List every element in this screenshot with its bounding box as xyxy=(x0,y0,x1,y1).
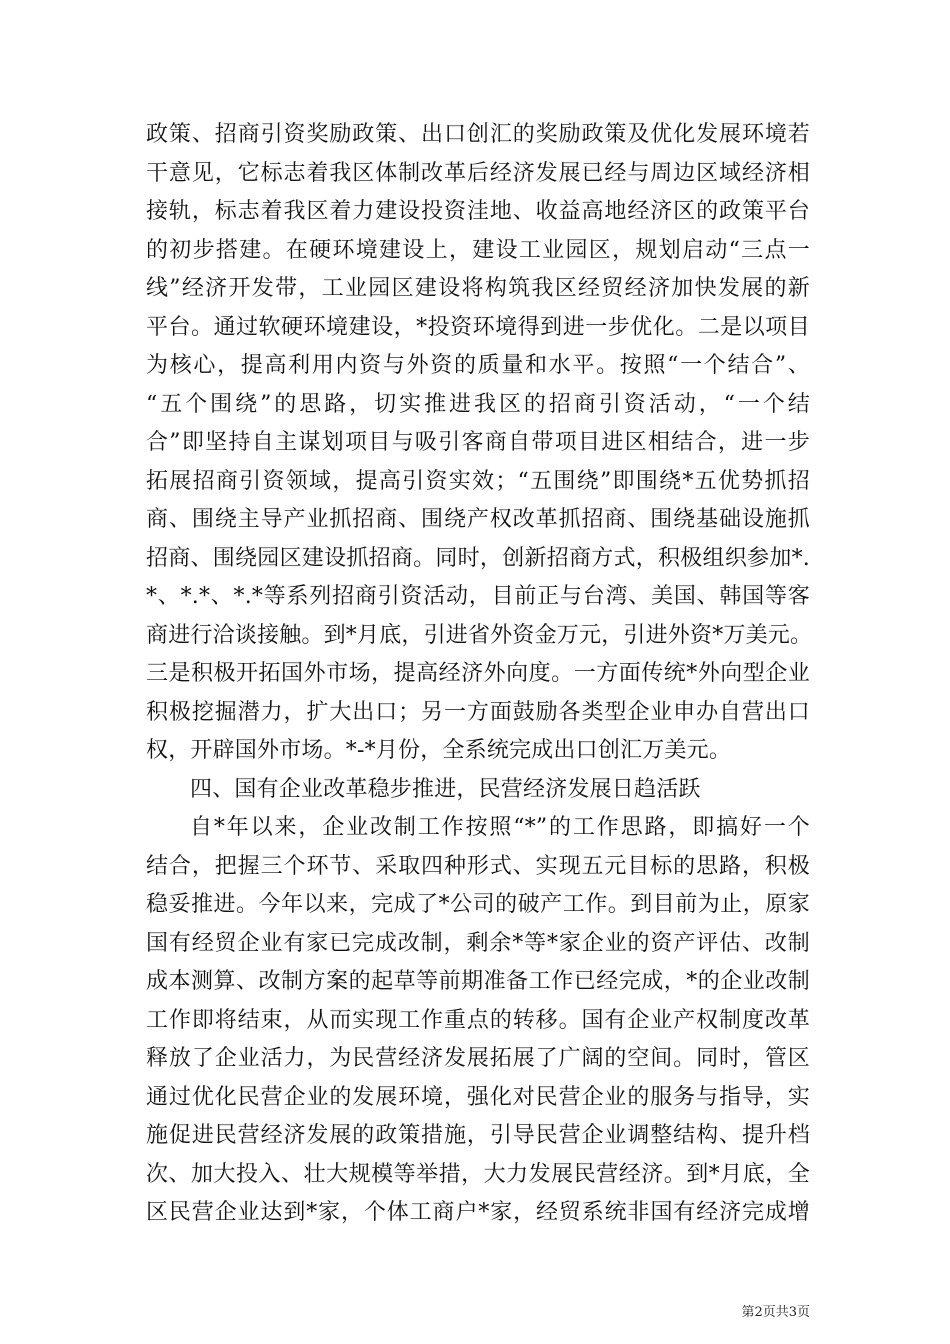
text-line: 招商、围绕园区建设抓招商。同时，创新招商方式，积极组织参加*. xyxy=(146,545,810,571)
text-line: 为核心，提高利用内资与外资的质量和水平。按照“一个结合”、 xyxy=(146,353,810,378)
text-line: 拓展招商引资领域，提高引资实效；“五围绕”即围绕*五优势抓招 xyxy=(146,468,810,494)
text-line: 线”经济开发带，工业园区建设将构筑我区经贸经济加快发展的新 xyxy=(146,276,810,301)
paragraph-first-line: 自*年以来，企业改制工作按照“*”的工作思路，即搞好一个 xyxy=(190,815,810,840)
section-heading: 四、国有企业改革稳步推进，民营经济发展日趋活跃 xyxy=(190,776,701,802)
text-line: 结合，把握三个环节、采取四种形式、实现五元目标的思路，积极 xyxy=(146,853,810,879)
page-number-footer: 第2页共3页 xyxy=(741,1305,810,1320)
document-body xyxy=(146,116,813,1233)
text-line: 稳妥推进。今年以来，完成了*公司的破产工作。到目前为止，原家 xyxy=(146,892,810,917)
text-line: 的初步搭建。在硬环境建设上，建设工业园区，规划启动“三点一 xyxy=(146,237,810,263)
text-line: 商进行洽谈接触。到*月底，引进省外资金万元，引进外资*万美元。 xyxy=(146,622,813,648)
text-line: 合”即坚持自主谋划项目与吸引客商自带项目进区相结合，进一步 xyxy=(146,430,810,455)
text-line: 施促进民营经济发展的政策措施，引导民营企业调整结构、提升档 xyxy=(146,1123,810,1148)
text-line: 商、围绕主导产业抓招商、围绕产权改革抓招商、围绕基础设施抓 xyxy=(146,507,810,532)
text-line: 积极挖掘潜力，扩大出口；另一方面鼓励各类型企业申办自营出口 xyxy=(146,699,810,725)
text-line: “五个围绕”的思路，切实推进我区的招商引资活动，“一个结 xyxy=(146,391,810,417)
text-line: 次、加大投入、壮大规模等举措，大力发展民营经济。到*月底，全 xyxy=(146,1161,810,1187)
text-line: 成本测算、改制方案的起草等前期准备工作已经完成，*的企业改制 xyxy=(146,969,810,994)
text-line: 三是积极开拓国外市场，提高经济外向度。一方面传统*外向型企业 xyxy=(146,661,810,686)
text-line: 接轨，标志着我区着力建设投资洼地、收益高地经济区的政策平台 xyxy=(146,199,810,224)
text-line: 国有经贸企业有家已完成改制，剩余*等*家企业的资产评估、改制 xyxy=(146,930,810,956)
text-line: 干意见，它标志着我区体制改革后经济发展已经与周边区域经济相 xyxy=(146,160,810,186)
text-line: *、*.*、*.*等系列招商引资活动，目前正与台湾、美国、韩国等客 xyxy=(146,584,810,609)
text-line: 权，开辟国外市场。*-*月份，全系统完成出口创汇万美元。 xyxy=(146,738,732,763)
text-line: 释放了企业活力，为民营经济发展拓展了广阔的空间。同时，管区 xyxy=(146,1046,810,1071)
text-line: 工作即将结束，从而实现工作重点的转移。国有企业产权制度改革 xyxy=(146,1007,810,1033)
text-line: 区民营企业达到*家，个体工商户*家，经贸系统非国有经济完成增 xyxy=(146,1200,810,1225)
text-line: 通过优化民营企业的发展环境，强化对民营企业的服务与指导，实 xyxy=(146,1084,810,1110)
text-line: 政策、招商引资奖励政策、出口创汇的奖励政策及优化发展环境若 xyxy=(146,122,810,147)
text-line: 平台。通过软硬环境建设，*投资环境得到进一步优化。二是以项目 xyxy=(146,314,810,340)
